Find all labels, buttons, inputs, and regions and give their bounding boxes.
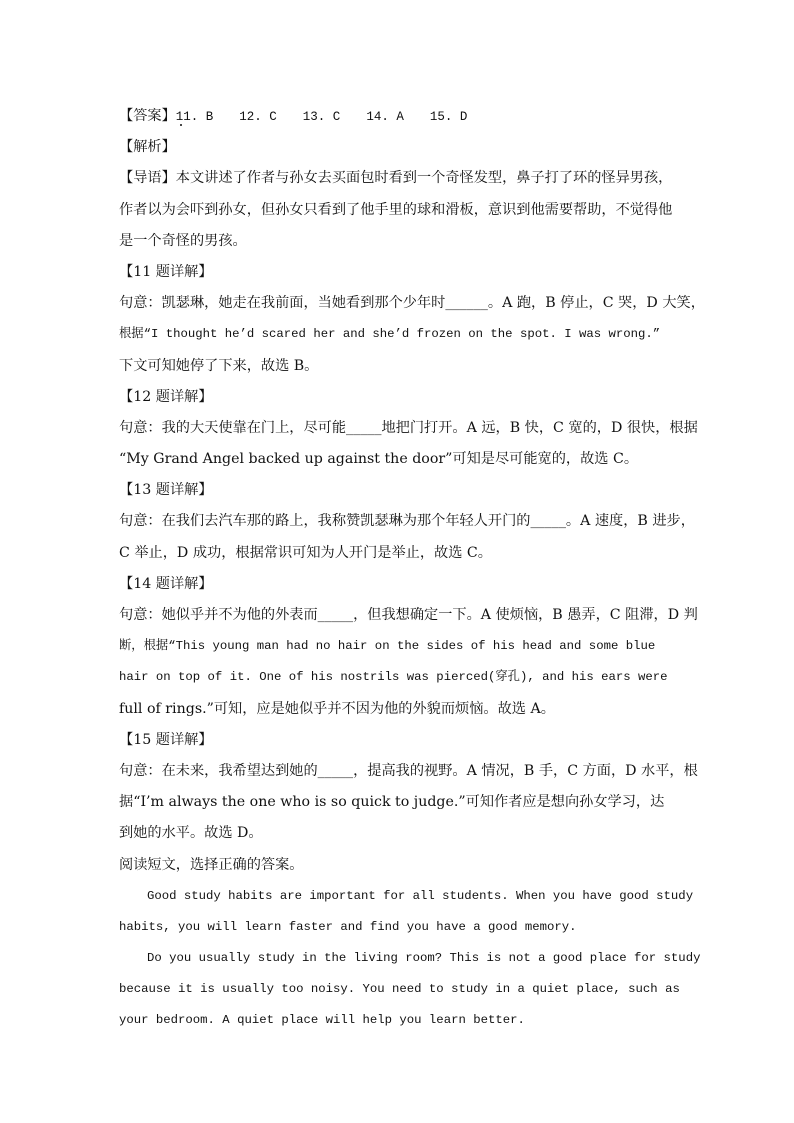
q13-line: 句意：在我们去汽车那的路上，我称赞凯瑟琳为那个年轻人开门的_____。A 速度，B 进步，: [119, 513, 695, 530]
q14-line: hair on top of it. One of his nostrils was pierced(穿孔), and his ears were: [119, 670, 668, 685]
passage-line: Do you usually study in the living room? This is not a good place for study: [147, 951, 701, 966]
q14-line: 断，根据“This young man had no hair on the sides of his head and some blue: [119, 639, 656, 654]
q11-line: 下文可知她停了下来，故选 B。: [119, 357, 319, 374]
passage-line: because it is usually too noisy. You need to study in a quiet place, such as: [119, 982, 680, 997]
q11-line: 句意：凯瑟琳，她走在我前面，当她看到那个少年时______。A 跑，B 停止，C 哭，D 大笑，: [119, 295, 705, 312]
q12-heading: 【12 题详解】: [119, 388, 213, 405]
analysis-heading: 【解析】: [119, 139, 176, 156]
answer-item: 15. D: [429, 110, 468, 124]
answer-line: [119, 101, 679, 132]
answer-item: 13. C: [302, 110, 341, 124]
answer-item: 12. C: [239, 110, 277, 124]
passage-line: your bedroom. A quiet place will help you learn better.: [119, 1013, 525, 1028]
guide-line: 作者以为会吓到孙女，但孙女只看到了他手里的球和滑板，意识到他需要帮助，不觉得他: [119, 201, 673, 218]
answer-item: 11. B: [176, 102, 214, 133]
passage-line: habits, you will learn faster and find you have a good memory.: [119, 919, 577, 934]
q15-line: 据“I’m always the one who is so quick to judge.”可知作者应是想向孙女学习，达: [119, 794, 665, 811]
document-content: [119, 101, 705, 1037]
q12-line: 句意：我的大天使靠在门上，尽可能_____地把门打开。A 远，B 快，C 宽的，D 很快，根据: [119, 419, 698, 436]
q11-line: 根据“I thought he’d scared her and she’d frozen on the spot. I was wrong.”: [119, 327, 661, 342]
answer-label: 【答案】: [119, 108, 176, 124]
q14-line: full of rings.”可知，应是她似乎并不因为他的外貌而烦恼。故选 A。: [119, 700, 555, 717]
passage-line: Good study habits are important for all students. When you have good study: [147, 888, 694, 903]
q14-line: 句意：她似乎并不为他的外表而_____，但我想确定一下。A 使烦恼，B 愚弄，C 阻滞，D 判: [119, 607, 698, 623]
q13-heading: 【13 题详解】: [119, 482, 213, 499]
q13-line: C 举止，D 成功，根据常识可知为人开门是举止，故选 C。: [119, 544, 492, 561]
q14-heading: 【14 题详解】: [119, 575, 213, 592]
q11-heading: 【11 题详解】: [119, 263, 213, 280]
q12-line: “My Grand Angel backed up against the door”可知是尽可能宽的，故选 C。: [119, 451, 639, 468]
q15-line: 到她的水平。故选 D。: [119, 825, 263, 842]
q15-heading: 【15 题详解】: [119, 731, 213, 748]
reading-instruction: 阅读短文，选择正确的答案。: [119, 856, 304, 873]
guide-line: 【导语】本文讲述了作者与孙女去买面包时看到一个奇怪发型，鼻子打了环的怪异男孩，: [119, 170, 673, 187]
answer-item: 14. A: [366, 110, 404, 124]
q15-line: 句意：在未来，我希望达到她的_____，提高我的视野。A 情况，B 手，C 方面，D 水平，根: [119, 762, 698, 779]
guide-line: 是一个奇怪的男孩。: [119, 232, 247, 249]
